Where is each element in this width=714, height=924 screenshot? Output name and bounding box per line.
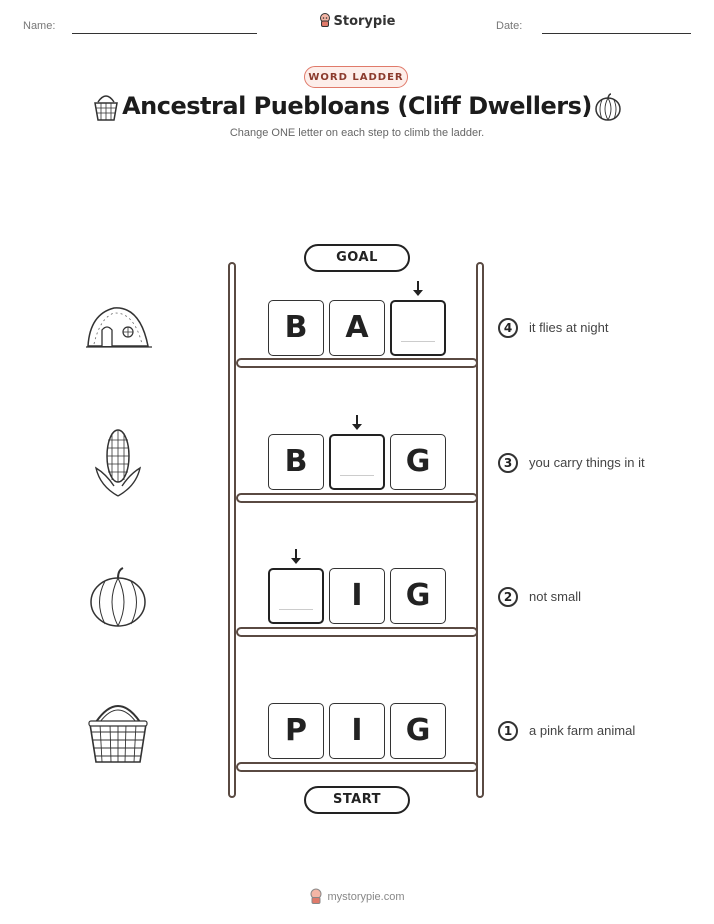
ladder-rung [236,358,478,368]
clue-text: a pink farm animal [529,723,636,738]
clue-text: you carry things in it [529,455,645,470]
name-label: Name: [23,20,56,32]
goal-label: GOAL [304,244,410,272]
date-label: Date: [496,20,523,32]
pumpkin-icon [594,92,622,122]
ladder-left-rail [228,262,236,798]
letter-tile: G [390,703,446,759]
footer [0,888,714,904]
page-title: Ancestral Puebloans (Cliff Dwellers) [122,92,592,120]
letter-tile: B [268,434,324,490]
name-line[interactable] [72,33,257,34]
storypie-mascot-icon [309,888,323,904]
ladder-rung [236,493,478,503]
date-line[interactable] [542,33,691,34]
storypie-mascot-icon [319,13,331,27]
step-number: 3 [498,453,518,473]
clue-text: it flies at night [529,320,609,335]
footer-url[interactable]: mystorypie.com [327,891,405,903]
arrow-down-icon [411,280,425,298]
ladder-right-rail [476,262,484,798]
step-number: 4 [498,318,518,338]
blank-letter-tile[interactable] [268,568,324,624]
start-label: START [304,786,410,814]
worksheet-type-badge: WORD LADDER [304,66,408,88]
letter-tile: P [268,703,324,759]
corn-icon [92,428,144,498]
blank-letter-tile[interactable] [390,300,446,356]
arrow-down-icon [289,548,303,566]
ladder-rung [236,627,478,637]
blank-letter-tile[interactable] [329,434,385,490]
letter-tile: I [329,568,385,624]
cliff-dwelling-icon [84,304,154,350]
letter-tile: A [329,300,385,356]
letter-tile: I [329,703,385,759]
brand-logo [0,13,714,29]
step-number: 1 [498,721,518,741]
arrow-down-icon [350,414,364,432]
brand-name: Storypie [333,14,396,29]
letter-tile: B [268,300,324,356]
pumpkin-icon [88,566,148,628]
instructions: Change ONE letter on each step to climb the ladder. [229,127,485,139]
ladder-rung [236,762,478,772]
letter-tile: G [390,568,446,624]
step-number: 2 [498,587,518,607]
letter-tile: G [390,434,446,490]
basket-icon [86,696,150,766]
clue-text: not small [529,589,582,604]
